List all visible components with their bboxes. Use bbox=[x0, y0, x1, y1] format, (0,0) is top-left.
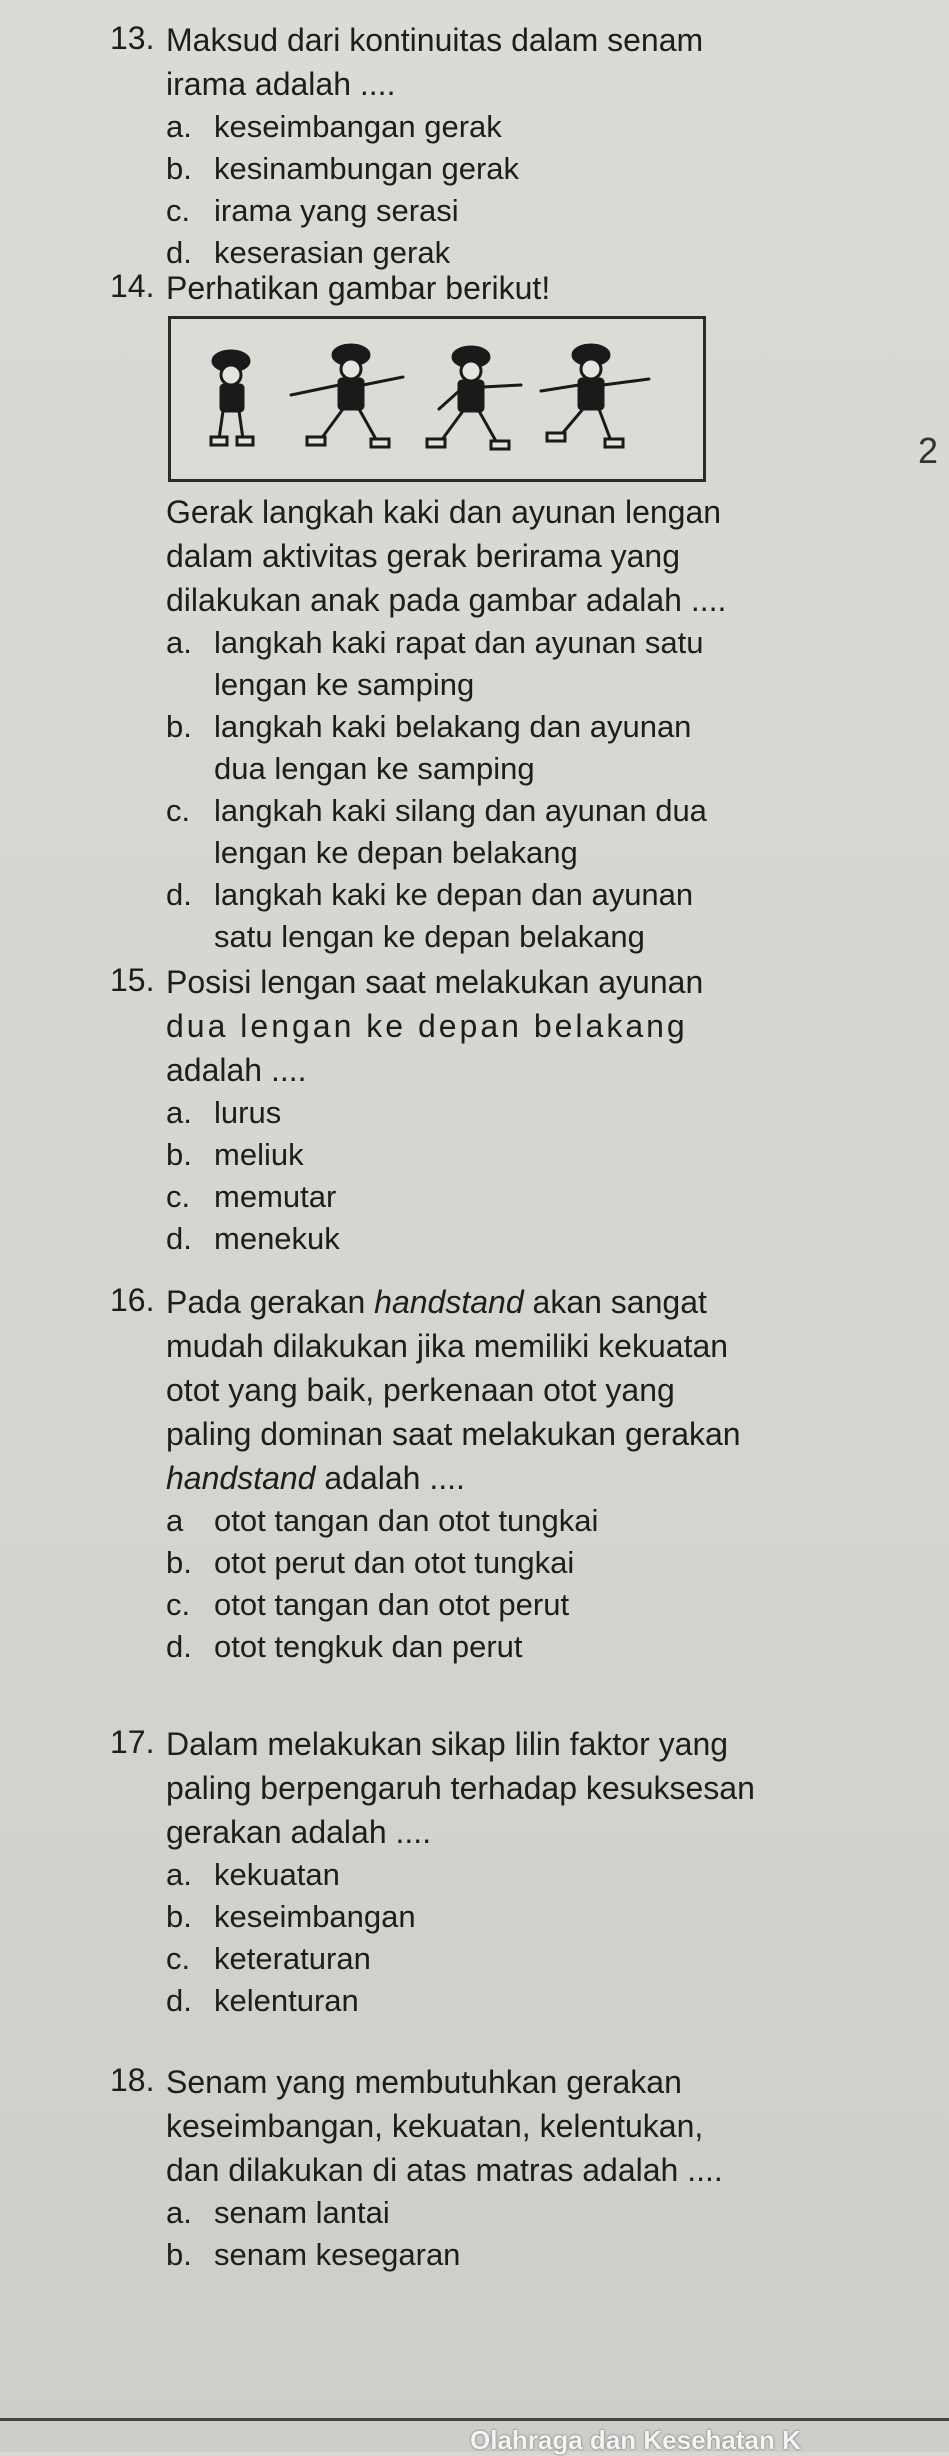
answer-option: a. langkah kaki rapat dan ayunan satu lengan ke samping bbox=[166, 625, 704, 702]
answer-option: a. lurus bbox=[166, 1095, 282, 1130]
question-14-body bbox=[166, 490, 936, 958]
answer-option: c. irama yang serasi bbox=[166, 193, 459, 228]
dancer-figure bbox=[291, 345, 403, 447]
question-15 bbox=[110, 960, 936, 1260]
question-stem-line: Perhatikan gambar berikut! bbox=[166, 270, 551, 306]
question-number: 17. bbox=[110, 1724, 155, 1760]
question-stem-line: dilakukan anak pada gambar adalah .... bbox=[166, 582, 727, 618]
answer-option: d. otot tengkuk dan perut bbox=[166, 1629, 523, 1664]
question-number: 15. bbox=[110, 962, 155, 998]
answer-option: b. meliuk bbox=[166, 1137, 304, 1172]
answer-option: b. langkah kaki belakang dan ayunan dua lengan ke samping bbox=[166, 709, 692, 786]
question-stem-line: irama adalah .... bbox=[166, 66, 396, 102]
question-stem-line: Posisi lengan saat melakukan ayunan bbox=[166, 964, 704, 1000]
question-17 bbox=[110, 1722, 936, 2022]
page-edge-mark: 2 bbox=[918, 430, 939, 471]
answer-option: d. langkah kaki ke depan dan ayunan satu lengan ke depan belakang bbox=[166, 877, 694, 954]
question-stem-line: adalah .... bbox=[166, 1052, 307, 1088]
answer-option: c. keteraturan bbox=[166, 1941, 371, 1976]
footer-divider bbox=[0, 2418, 949, 2421]
question-stem-line: paling berpengaruh terhadap kesuksesan bbox=[166, 1770, 755, 1806]
question-stem-line: gerakan adalah .... bbox=[166, 1814, 432, 1850]
question-stem-line: dua lengan ke depan belakang bbox=[166, 1008, 688, 1044]
question-number: 13. bbox=[110, 20, 155, 56]
question-stem-line: handstand adalah .... bbox=[166, 1460, 465, 1496]
question-stem-line: keseimbangan, kekuatan, kelentukan, bbox=[166, 2108, 704, 2144]
question-13 bbox=[110, 18, 936, 274]
question-stem-line: dalam aktivitas gerak berirama yang bbox=[166, 538, 681, 574]
dancer-figure bbox=[541, 345, 649, 447]
question-number: 18. bbox=[110, 2062, 155, 2098]
question-stem-line: Gerak langkah kaki dan ayunan lengan bbox=[166, 494, 722, 530]
figure-dancers bbox=[168, 316, 706, 482]
dancers-illustration bbox=[171, 319, 703, 479]
dancer-figure bbox=[211, 351, 253, 445]
answer-option: a. keseimbangan gerak bbox=[166, 109, 502, 144]
answer-option: d. kelenturan bbox=[166, 1983, 359, 2018]
answer-option: b. kesinambungan gerak bbox=[166, 151, 520, 186]
answer-option: c. langkah kaki silang dan ayunan dua lengan ke depan belakang bbox=[166, 793, 707, 870]
question-stem-line: Maksud dari kontinuitas dalam senam bbox=[166, 22, 704, 58]
answer-option: c. memutar bbox=[166, 1179, 337, 1214]
answer-option: d. keserasian gerak bbox=[166, 235, 451, 270]
answer-option: a. senam lantai bbox=[166, 2195, 390, 2230]
question-14 bbox=[110, 266, 936, 310]
question-stem-line: paling dominan saat melakukan gerakan bbox=[166, 1416, 741, 1452]
question-stem-line: Senam yang membutuhkan gerakan bbox=[166, 2064, 682, 2100]
answer-option: d. menekuk bbox=[166, 1221, 340, 1256]
question-number: 14. bbox=[110, 268, 155, 304]
dancer-figure bbox=[427, 347, 521, 449]
question-stem-line: mudah dilakukan jika memiliki kekuatan bbox=[166, 1328, 729, 1364]
question-16 bbox=[110, 1280, 936, 1668]
question-stem-line: otot yang baik, perkenaan otot yang bbox=[166, 1372, 675, 1408]
answer-option: b. keseimbangan bbox=[166, 1899, 416, 1934]
question-stem-line: dan dilakukan di atas matras adalah .... bbox=[166, 2152, 723, 2188]
question-stem-line: Pada gerakan handstand akan sangat bbox=[166, 1284, 707, 1320]
answer-option: b. senam kesegaran bbox=[166, 2237, 461, 2272]
answer-option: b. otot perut dan otot tungkai bbox=[166, 1545, 575, 1580]
footer-subject-title: Olahraga dan Kesehatan K bbox=[470, 2425, 801, 2455]
answer-option: c. otot tangan dan otot perut bbox=[166, 1587, 570, 1622]
answer-option: a otot tangan dan otot tungkai bbox=[166, 1503, 599, 1538]
question-stem-line: Dalam melakukan sikap lilin faktor yang bbox=[166, 1726, 729, 1762]
question-number: 16. bbox=[110, 1282, 155, 1318]
answer-option: a. kekuatan bbox=[166, 1857, 340, 1892]
question-18 bbox=[110, 2060, 936, 2276]
